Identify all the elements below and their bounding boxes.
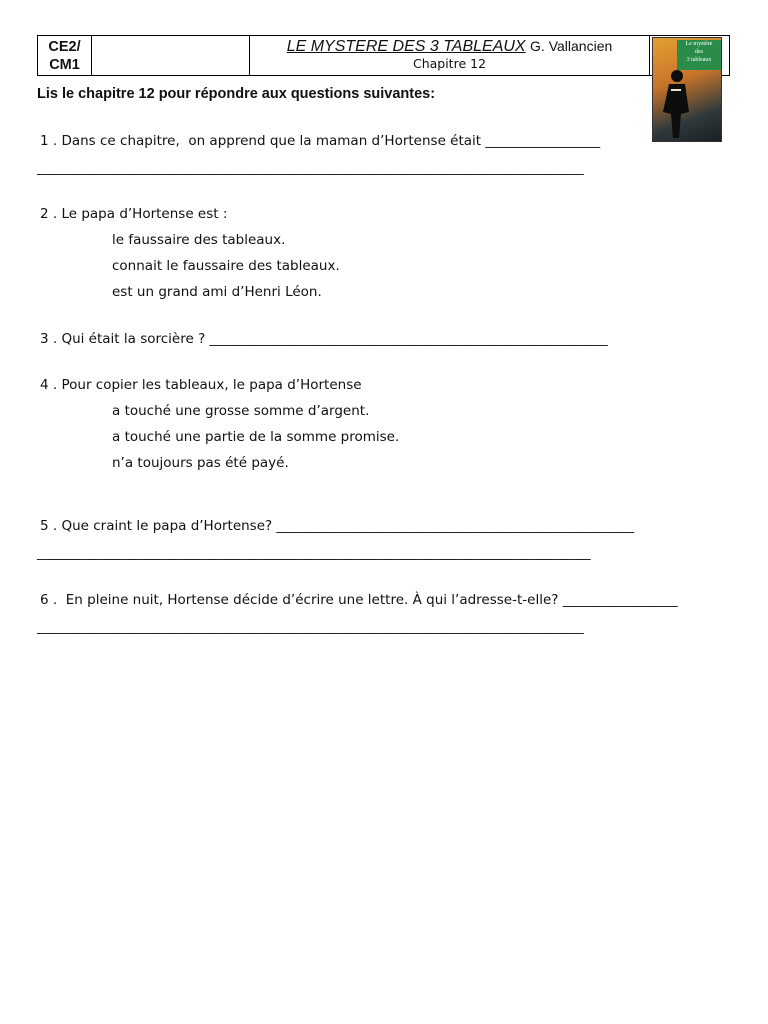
cover-title-box bbox=[677, 40, 721, 70]
class-level-line-2: CM1 bbox=[49, 57, 80, 73]
answer-line-5: __________________________________________________________________________________ bbox=[37, 545, 591, 561]
q4-option-2: a touché une partie de la somme promise. bbox=[112, 429, 400, 445]
title-cell bbox=[250, 36, 650, 75]
question-6: 6 . En pleine nuit, Hortense décide d’écrire une lettre. À qui l’adresse-t-elle? _________________ bbox=[40, 592, 678, 608]
q2-option-1: le faussaire des tableaux. bbox=[112, 232, 286, 248]
class-level-cell bbox=[38, 36, 92, 75]
cover-figure-illustration bbox=[661, 68, 691, 138]
question-3: 3 . Qui était la sorcière ? ___________________________________________________________ bbox=[40, 331, 608, 347]
question-5: 5 . Que craint le papa d’Hortense? _____________________________________________________ bbox=[40, 518, 635, 534]
title-line bbox=[250, 38, 649, 56]
answer-line-6: _________________________________________________________________________________ bbox=[37, 619, 584, 635]
book-cover-image bbox=[652, 37, 722, 142]
cover-title-line-3: 3 tableaux bbox=[686, 57, 712, 63]
chapter-label: Chapitre 12 bbox=[412, 56, 487, 71]
question-1: 1 . Dans ce chapitre, on apprend que la maman d’Hortense était _________________ bbox=[40, 133, 601, 149]
q4-option-1: a touché une grosse somme d’argent. bbox=[112, 403, 370, 419]
question-4: 4 . Pour copier les tableaux, le papa d’Hortense bbox=[40, 377, 362, 393]
answer-line-1: _________________________________________________________________________________ bbox=[37, 160, 584, 176]
cover-title-line-2: des bbox=[695, 49, 703, 55]
q4-option-3: n’a toujours pas été payé. bbox=[112, 455, 289, 471]
q2-option-2: connait le faussaire des tableaux. bbox=[112, 258, 340, 274]
class-level-line-1: CE2/ bbox=[48, 39, 81, 55]
book-author: G. Vallancien bbox=[530, 38, 613, 54]
q2-option-3: est un grand ami d’Henri Léon. bbox=[112, 284, 322, 300]
instruction-text: Lis le chapitre 12 pour répondre aux questions suivantes: bbox=[37, 86, 436, 102]
cover-title-line-1: Le mystère bbox=[685, 41, 713, 47]
book-title: LE MYSTERE DES 3 TABLEAUX bbox=[286, 38, 526, 55]
question-2: 2 . Le papa d’Hortense est : bbox=[40, 206, 228, 222]
header-table bbox=[37, 35, 730, 76]
name-cell bbox=[92, 36, 250, 75]
